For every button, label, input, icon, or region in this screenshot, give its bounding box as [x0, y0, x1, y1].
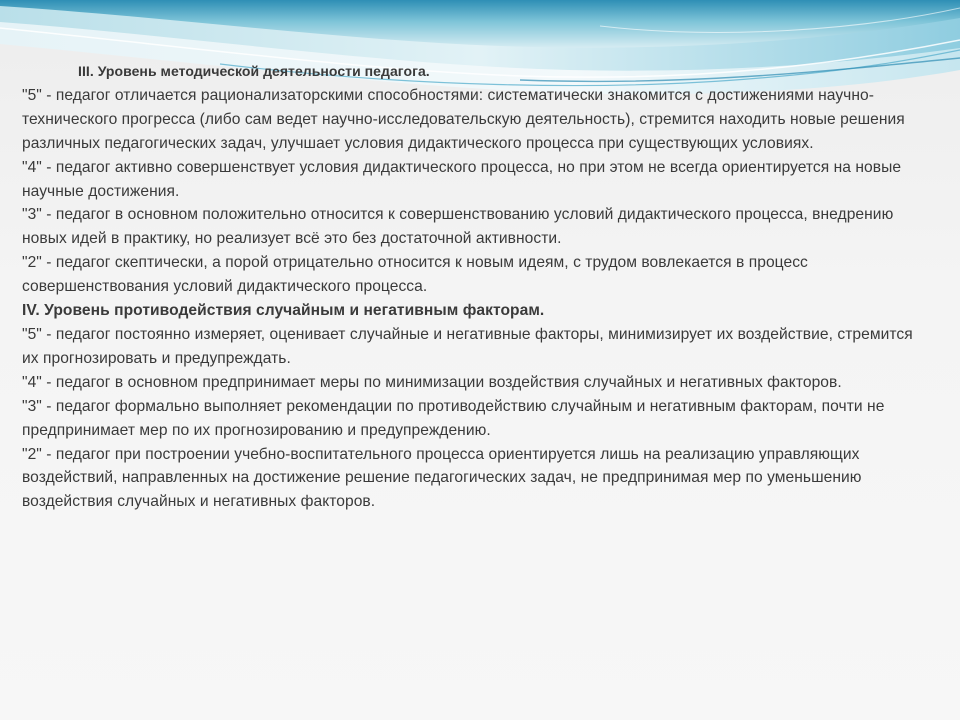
section-3-item-5: "5" - педагог отличается рационализаторскими способностями: систематически знакомится с достижениями научно-технического прогресса (либо сам ведет научно-исследовательскую деятельность), стремится находить новые решения различных педагогических задач, улучшает условия дидактического процесса при существующих условиях.: [22, 86, 905, 152]
section-4-item-2: "2" - педагог при построении учебно-воспитательного процесса ориентируется лишь на реализацию управляющих воздействий, направленных на достижение решение педагогических задач, не предпринимая мер по уменьшению воздействия случайных и негативных факторов.: [22, 445, 862, 511]
section-3-heading: III. Уровень методической деятельности педагога.: [78, 63, 430, 79]
section-4-heading: IV. Уровень противодействия случайным и негативным факторам.: [22, 302, 545, 320]
section-4-item-4: "4" - педагог в основном предпринимает меры по минимизации воздействия случайных и негативных факторов.: [22, 373, 842, 391]
section-4-item-5: "5" - педагог постоянно измеряет, оценивает случайные и негативные факторы, минимизирует их воздействие, стремится их прогнозировать и предупреждать.: [22, 325, 913, 367]
section-4-item-3: "3" - педагог формально выполняет рекомендации по противодействию случайным и негативным факторам, почти не предпринимает мер по их прогнозированию и предупреждению.: [22, 397, 885, 439]
section-3-item-2: "2" - педагог скептически, а порой отрицательно относится к новым идеям, с трудом вовлекается в процесс совершенствования условий дидактического процесса.: [22, 254, 808, 296]
slide-content: [22, 60, 922, 514]
section-3-item-4: "4" - педагог активно совершенствует условия дидактического процесса, но при этом не всегда ориентируется на новые научные достижения.: [22, 158, 902, 200]
section-3-item-3: "3" - педагог в основном положительно относится к совершенствованию условий дидактического процесса, внедрению новых идей в практику, но реализует всё это без достаточной активности.: [22, 206, 894, 248]
